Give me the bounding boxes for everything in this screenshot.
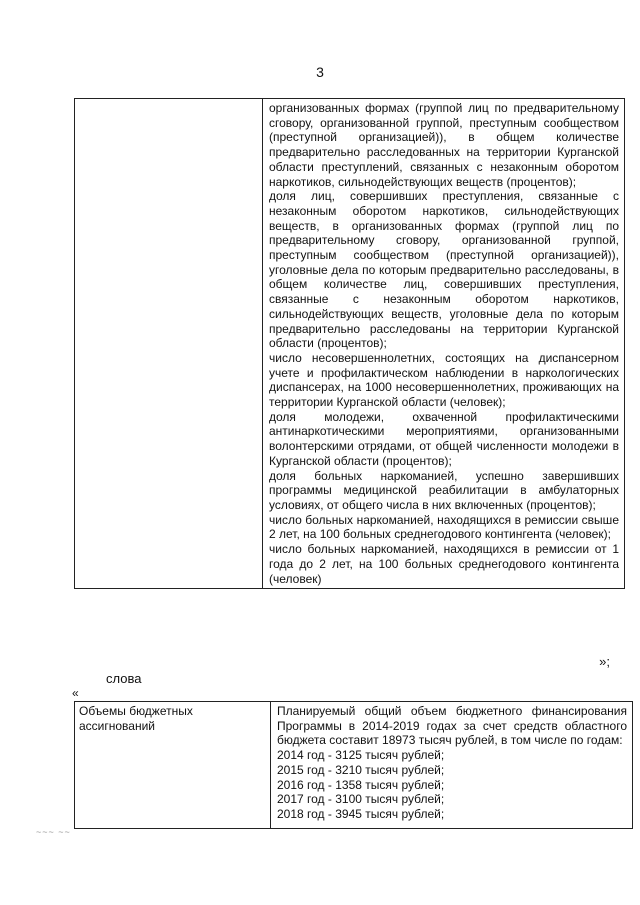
indicator-paragraph: доля молодежи, охваченной профилактическими антинаркотическими мероприятиями, организованными волонтерскими отрядами, от общей численности молодежи в Курганской области (процентов); — [269, 409, 619, 468]
faded-stamp-mark: ~~~ ~~ — [36, 827, 71, 837]
indicators-table — [74, 98, 625, 589]
budget-year-line: 2017 год - 3100 тысяч рублей; — [277, 792, 445, 807]
budget-intro: Планируемый общий объем бюджетного финансирования Программы в 2014-2019 годах за счет средств областного бюджета составит 18973 тысяч рублей, в том числе по годам: — [277, 704, 627, 748]
budget-year-line: 2014 год - 3125 тысяч рублей; — [277, 748, 445, 763]
budget-label-cell: Объемы бюджетных ассигнований — [75, 702, 271, 829]
budget-table — [74, 701, 633, 829]
word-slova: слова — [106, 671, 142, 686]
indicator-paragraph: доля лиц, совершивших преступления, связанные с незаконным оборотом наркотиков, сильнодействующих веществ, в организованных формах (группой лиц по предварительному сговору, организованной группой, преступным сообществом (преступной организацией)), уголовные дела по которым предварительно расследованы, в общем количестве лиц, совершивших преступления, связанные с незаконным оборотом наркотиков, сильнодействующих веществ, уголовные дела по которым предварительно расследованы на территории Курганской области (процентов); — [269, 189, 619, 351]
indicator-paragraph: организованных формах (группой лиц по предварительному сговору, организованной группой, преступным сообществом (преступной организацией)), в общем количестве предварительно расследованных на территории Курганской области преступлений, связанных с незаконным оборотом наркотиков, сильнодействующих веществ (процентов); — [269, 101, 619, 189]
budget-year-line: 2016 год - 1358 тысяч рублей; — [277, 777, 445, 792]
budget-text-cell — [271, 702, 633, 829]
indicators-label-cell — [75, 99, 263, 589]
budget-year-line: 2015 год - 3210 тысяч рублей; — [277, 762, 445, 777]
page-number: 3 — [316, 64, 324, 80]
budget-year-line: 2018 год - 3945 тысяч рублей; — [277, 806, 445, 821]
indicator-paragraph: число больных наркоманией, находящихся в ремиссии свыше 2 лет, на 100 больных среднегодового контингента (человек); — [269, 512, 619, 542]
indicator-paragraph: число больных наркоманией, находящихся в ремиссии от 1 года до 2 лет, на 100 больных среднегодового контингента (человек) — [269, 542, 619, 586]
indicator-paragraph: доля больных наркоманией, успешно завершивших программы медицинской реабилитации в амбулаторных условиях, от общего числа в них включенных (процентов); — [269, 468, 619, 512]
table-row — [75, 702, 633, 829]
closing-quote: »; — [599, 654, 610, 669]
table-row — [75, 99, 625, 589]
opening-quote: « — [72, 686, 79, 700]
indicators-text-cell — [263, 99, 625, 589]
indicator-paragraph: число несовершеннолетних, состоящих на диспансерном учете и профилактическом наблюдении в наркологических диспансерах, на 1000 несовершеннолетних, проживающих на территории Курганской области (человек); — [269, 350, 619, 410]
